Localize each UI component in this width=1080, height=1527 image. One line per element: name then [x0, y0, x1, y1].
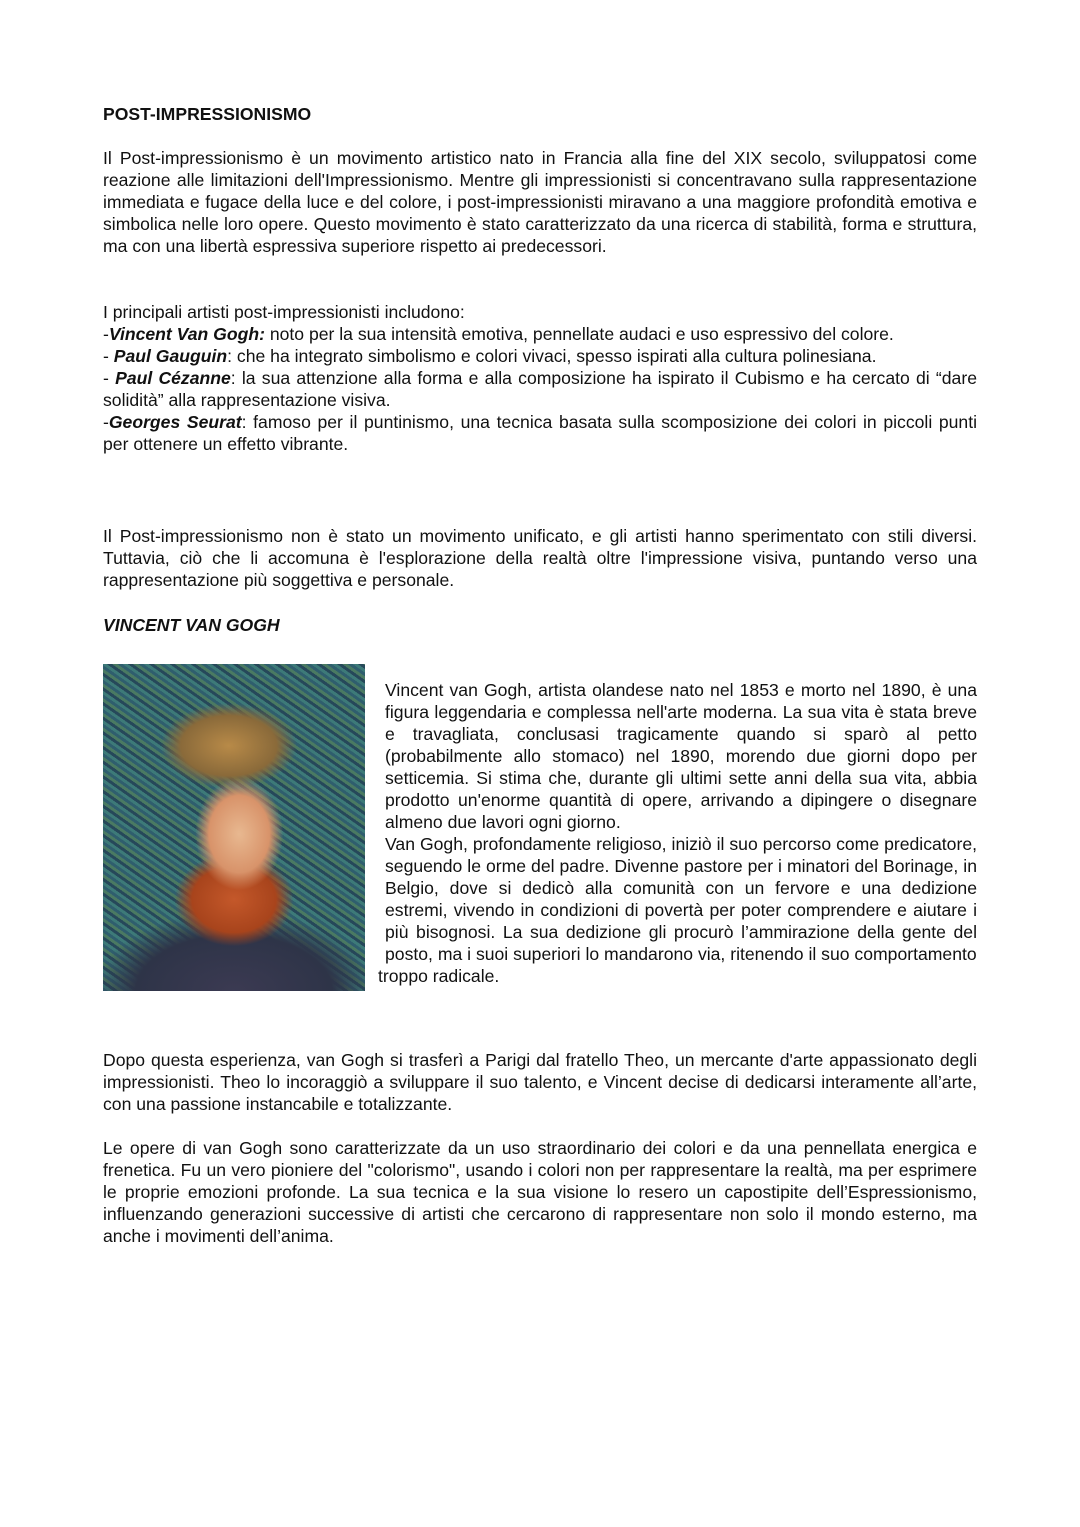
paris-paragraph: Dopo questa esperienza, van Gogh si trasferì a Parigi dal fratello Theo, un mercante d'arte appassionato degli impressionisti. Theo lo incoraggiò a sviluppare il suo talento, e Vincent decise di dedicarsi interamente all’arte, con una passione instancabile e totalizzante.: [103, 1050, 977, 1114]
artist-name: Paul Gauguin: [113, 346, 228, 366]
artist-desc: : la sua attenzione alla forma e alla composizione ha ispirato il Cubismo e ha cercato di “dare solidità” alla rappresentazione visiva.: [103, 368, 977, 410]
list-prefix: -: [103, 368, 116, 388]
artist-name: Georges Seurat: [108, 412, 242, 432]
intro-paragraph: Il Post-impressionismo è un movimento artistico nato in Francia alla fine del XIX secolo, sviluppatosi come reazione alle limitazioni dell'Impressionismo. Mentre gli impressionisti si concentravano sulla rappresentazione immediata e fugace della luce e del colore, i post-impressionisti miravano a una maggiore profondità emotiva e simbolica nelle loro opere. Questo movimento è stato caratterizzato da una ricerca di stabilità, forma e struttura, ma con una libertà espressiva superiore rispetto ai predecessori.: [103, 148, 977, 256]
artist-desc: : famoso per il puntinismo, una tecnica basata sulla scomposizione dei colori in piccoli punti per ottenere un effetto vibrante.: [103, 412, 978, 454]
artist-desc: : che ha integrato simbolismo e colori vivaci, spesso ispirati alla cultura polinesiana.: [227, 346, 877, 366]
list-intro: I principali artisti post-impressionisti includono:: [103, 302, 465, 322]
list-item: [103, 323, 977, 345]
style-paragraph: Le opere di van Gogh sono caratterizzate da un uso straordinario dei colori e da una pennellata energica e frenetica. Fu un vero pioniere del "colorismo", usando i colori non per rappresentare la realtà, ma per esprimere le proprie emozioni profonde. La sua tecnica e la sua visione lo resero un capostipite dell’Espressionismo, influenzando generazioni successive di artisti che cercarono di rappresentare non solo il mondo esterno, ma anche i movimenti dell’anima.: [103, 1138, 977, 1246]
bio-paragraph-2-end: troppo radicale.: [378, 966, 500, 986]
list-prefix: -: [103, 412, 109, 432]
section-title-post-impressionism: POST-IMPRESSIONISMO: [103, 104, 312, 124]
artists-list: [103, 301, 977, 455]
bio-paragraph-1: Vincent van Gogh, artista olandese nato nel 1853 e morto nel 1890, è una figura leggendaria e complessa nell'arte moderna. La sua vita è stata breve e travagliata, conclusasi tragicamente quando si sparò al petto (probabilmente allo stomaco) nel 1890, morendo due giorni dopo per setticemia. Si stima che, durante gli ultimi sette anni della sua vita, abbia prodotto un'enorme quantità di opere, arrivando a dipingere o disegnare almeno due lavori ogni giorno.: [385, 680, 977, 832]
section-title-van-gogh: VINCENT VAN GOGH: [103, 615, 280, 635]
artist-name: Vincent Van Gogh:: [108, 324, 265, 344]
list-prefix: -: [103, 324, 109, 344]
artist-desc: noto per la sua intensità emotiva, pennellate audaci e uso espressivo del colore.: [264, 324, 894, 344]
van-gogh-self-portrait-image: [103, 664, 365, 991]
artist-name: Paul Cézanne: [115, 368, 231, 388]
conclusion-paragraph: Il Post-impressionismo non è stato un movimento unificato, e gli artisti hanno sperimentato con stili diversi. Tuttavia, ciò che li accomuna è l'esplorazione della realtà oltre l'impressione visiva, puntando verso una rappresentazione più soggettiva e personale.: [103, 526, 977, 590]
bio-paragraph-2: Van Gogh, profondamente religioso, iniziò il suo percorso come predicatore, seguendo le orme del padre. Divenne pastore per i minatori del Borinage, in Belgio, dove si dedicò alla comunità con un fervore e una dedizione estremi, vivendo in condizioni di povertà per poter comprendere e aiutare i più bisognosi. La sua dedizione gli procurò l’ammirazione della gente del posto, ma i suoi superiori lo mandarono via, ritenendo il suo comportamento: [385, 834, 977, 964]
bio-text: [378, 679, 977, 987]
list-item: [103, 411, 977, 455]
list-item: [103, 345, 977, 367]
list-prefix: -: [103, 346, 114, 366]
list-item: [103, 367, 977, 411]
